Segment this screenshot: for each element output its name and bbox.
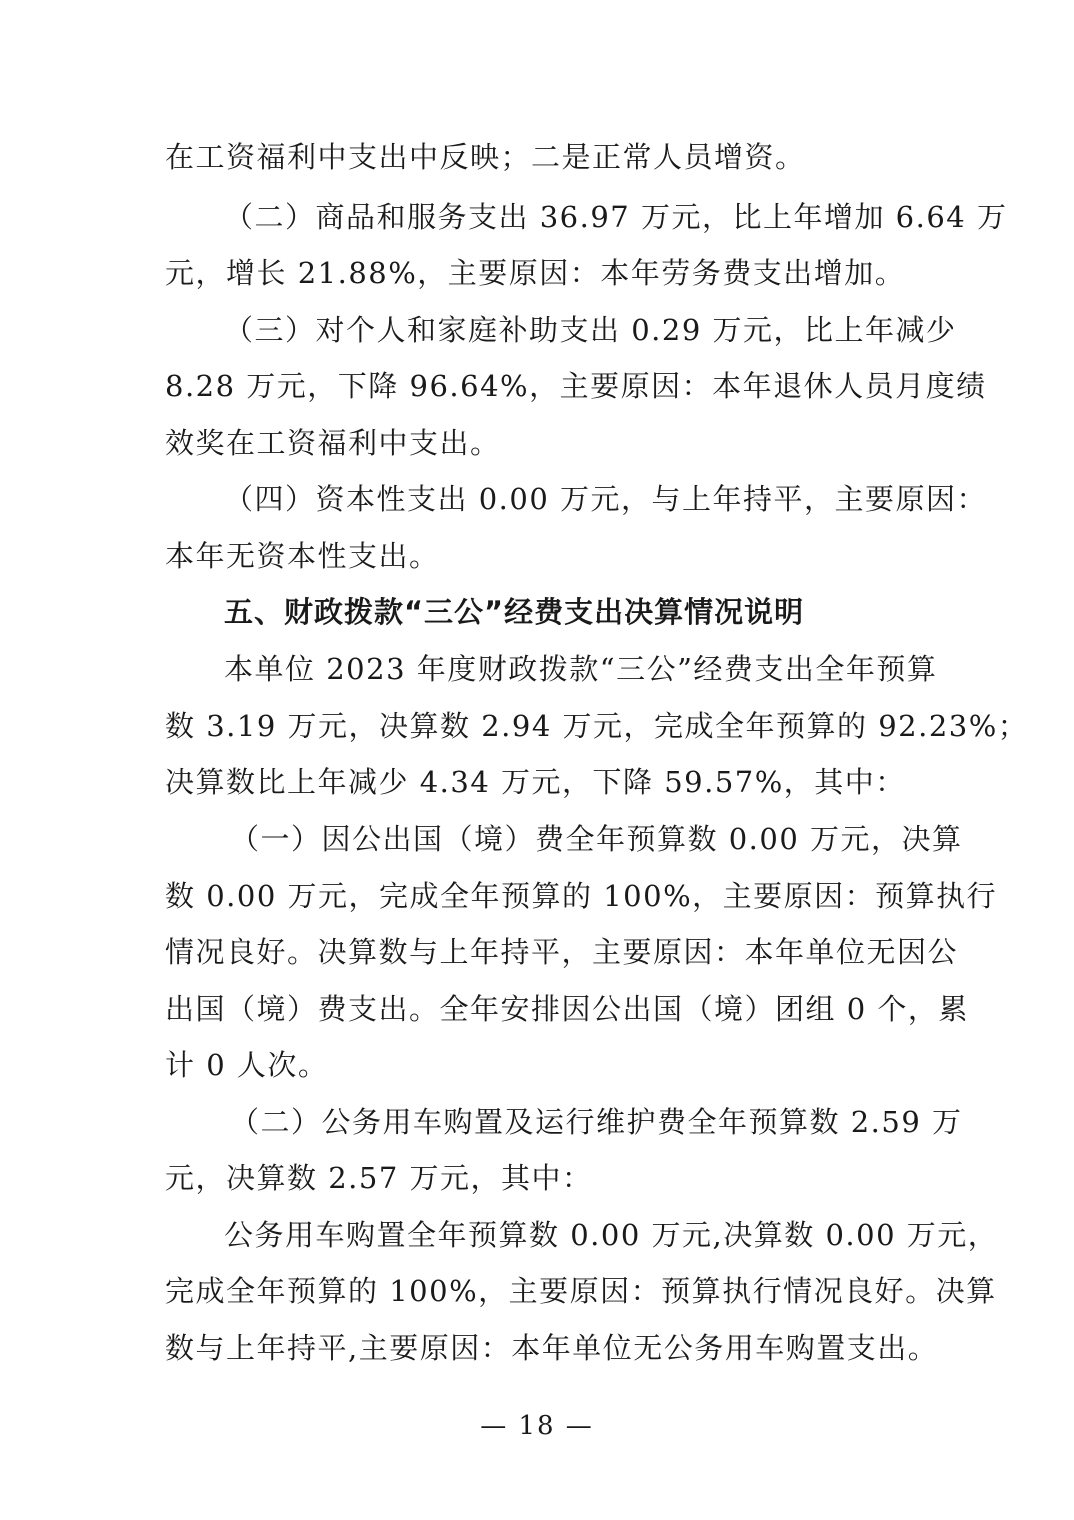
page-number: — 18 —: [480, 1411, 594, 1441]
text-line: 本年无资本性支出。: [165, 539, 440, 573]
text-line: 8.28 万元，下降 96.64%，主要原因：本年退休人员月度绩: [165, 369, 987, 403]
text-line: 决算数比上年减少 4.34 万元，下降 59.57%，其中：: [165, 765, 906, 799]
text-line: （二）商品和服务支出 36.97 万元，比上年增加 6.64 万: [224, 200, 1008, 234]
text-line: 效奖在工资福利中支出。: [165, 426, 501, 460]
text-line: 元，增长 21.88%，主要原因：本年劳务费支出增加。: [165, 256, 906, 290]
text-line: 本单位 2023 年度财政拨款“三公”经费支出全年预算: [224, 652, 938, 686]
text-line: 数与上年持平,主要原因：本年单位无公务用车购置支出。: [165, 1331, 939, 1365]
text-line: （二）公务用车购置及运行维护费全年预算数 2.59 万: [230, 1105, 963, 1139]
text-line: 在工资福利中支出中反映；二是正常人员增资。: [165, 140, 806, 174]
text-line: （四）资本性支出 0.00 万元，与上年持平，主要原因：: [224, 482, 988, 516]
text-line: 出国（境）费支出。全年安排因公出国（境）团组 0 个，累: [165, 992, 969, 1026]
section-heading: 五、财政拨款“三公”经费支出决算情况说明: [224, 595, 805, 629]
text-line: （三）对个人和家庭补助支出 0.29 万元，比上年减少: [224, 313, 957, 347]
text-line: 计 0 人次。: [165, 1048, 329, 1082]
text-line: （一）因公出国（境）费全年预算数 0.00 万元，决算: [230, 822, 963, 856]
text-line: 公务用车购置全年预算数 0.00 万元,决算数 0.00 万元，: [224, 1218, 999, 1252]
text-line: 完成全年预算的 100%，主要原因：预算执行情况良好。决算: [165, 1274, 997, 1308]
text-line: 元，决算数 2.57 万元，其中：: [165, 1161, 593, 1195]
text-line: 数 0.00 万元，完成全年预算的 100%，主要原因：预算执行: [165, 879, 998, 913]
text-line: 数 3.19 万元，决算数 2.94 万元，完成全年预算的 92.23%；: [165, 709, 1029, 743]
text-line: 情况良好。决算数与上年持平，主要原因：本年单位无因公: [165, 935, 959, 969]
